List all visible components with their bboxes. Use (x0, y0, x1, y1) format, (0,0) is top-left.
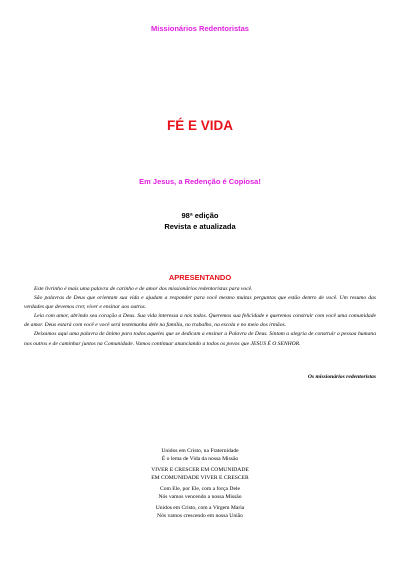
intro-paragraph: Deixamos aqui uma palavra de ânimo para todos aqueles que se dedicam a ensinar a Palavra de Deus. Sintam a alegria de construir a pessoa humana nos outros e de caminhar juntos na Comunidade. Vamos continuar anunciando a todos os povos que JESUS É O SENHOR. (24, 331, 376, 347)
verse-line: Unidos em Cristo, na Fraternidade (161, 448, 239, 454)
verse-stanza (0, 466, 400, 483)
organization-header: Missionários Redentoristas (151, 24, 249, 33)
verse-line: Nós vamos crescendo em nossa União (157, 513, 243, 520)
section-heading: APRESENTANDO (168, 273, 232, 282)
intro-paragraph: Leia com amor, abrindo seu coração a Deus. Sua vida interessa a nós todos. Queremos sua felicidade e queremos construir com você uma comunidade de amor. Deus estará com você e você será testemunha dele na família, no trabalho, na escola e no meio dos irmãos. (24, 313, 376, 329)
verse-line: Com Ele, por Ele, com a força Dele (160, 486, 240, 492)
verse-stanza (0, 485, 400, 502)
motto: Em Jesus, a Redenção é Copiosa! (139, 177, 261, 186)
verses (0, 447, 400, 523)
intro-paragraph: Este livrinho é mais uma palavra de carinho e de amor dos missionários redentoristas para você. (34, 286, 253, 292)
verse-line: Unidos em Cristo, com a Virgem Maria (155, 505, 245, 511)
page-title: FÉ E VIDA (166, 118, 233, 133)
intro-text (24, 285, 376, 349)
edition-info (0, 210, 400, 232)
verse-stanza (0, 504, 400, 521)
intro-paragraph: São palavras de Deus que orientam sua vida e ajudam a responder para você mesmo muitas perguntas que estão dentro de você. Um resumo das verdades que devemos crer, viver e ensinar aos outros. (24, 295, 376, 311)
verse-stanza (0, 447, 400, 464)
verse-line: VIVER E CRESCER EM COMUNIDADE (151, 467, 249, 473)
verse-line: Nós vamos vencendo a nossa Missão (158, 494, 242, 501)
verse-line: É o lema de Vida da nossa Missão (161, 456, 239, 463)
edition-revision: Revista e atualizada (164, 222, 236, 231)
verse-line: EM COMUNIDADE VIVER E CRESCER (151, 475, 249, 482)
edition-number: 98ª edição (181, 211, 219, 220)
signature: Os missionários redentoristas (307, 374, 376, 380)
